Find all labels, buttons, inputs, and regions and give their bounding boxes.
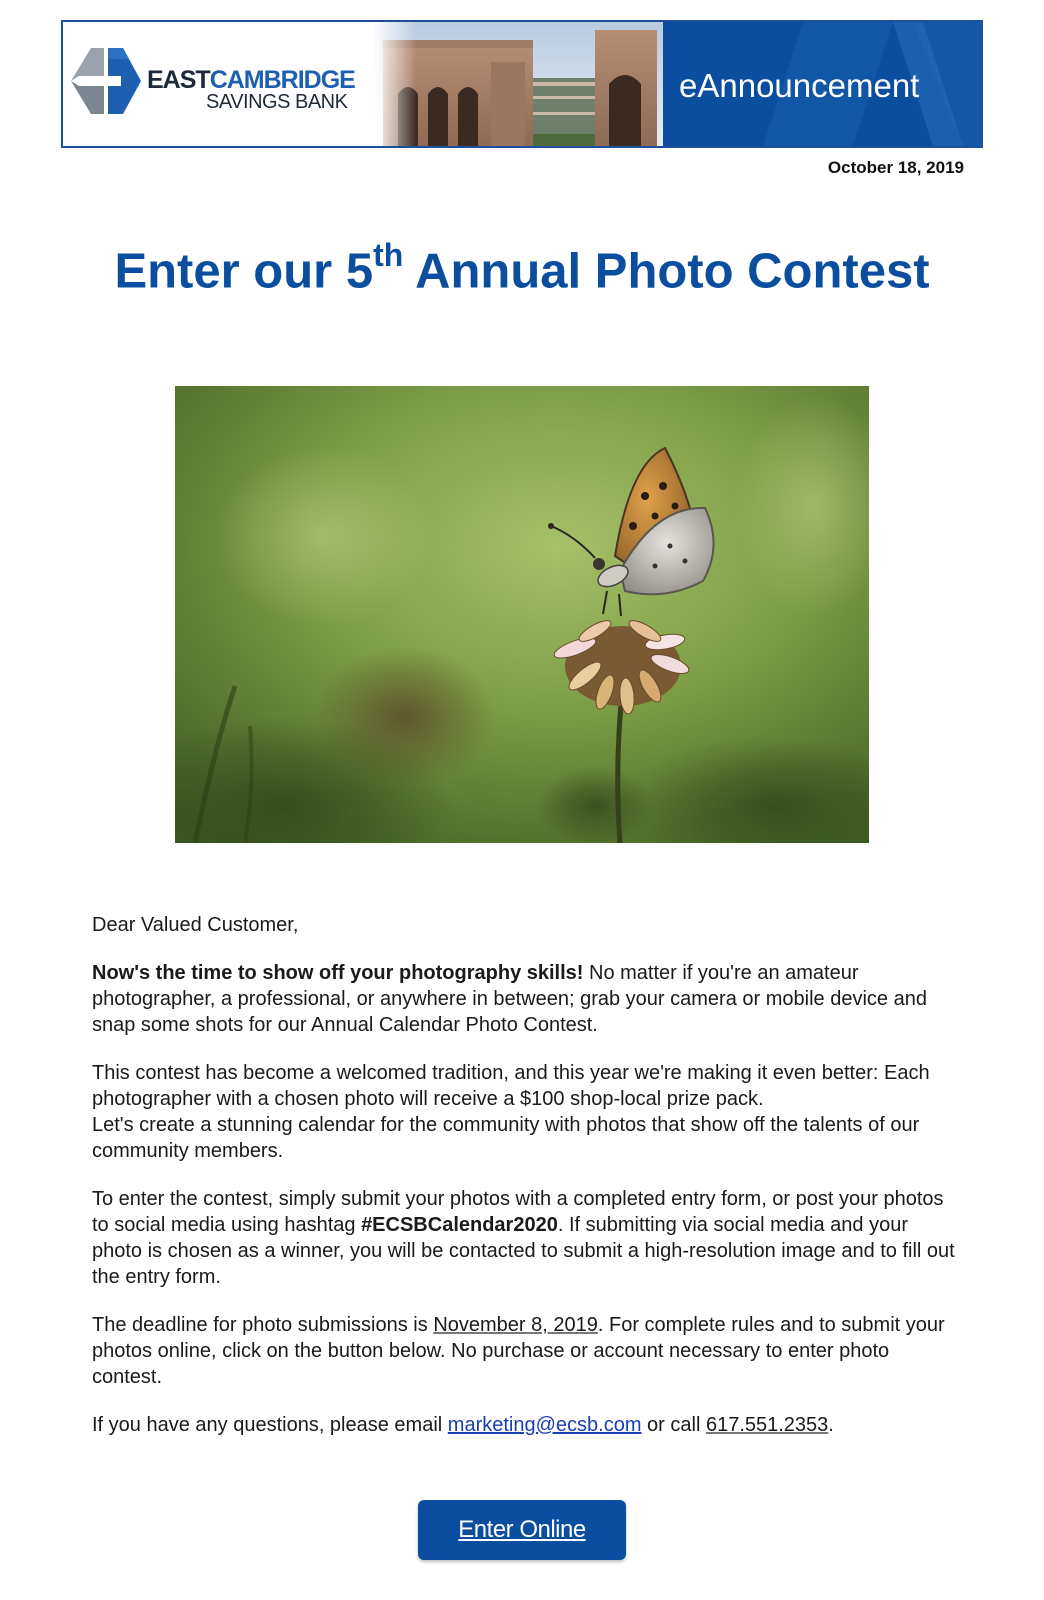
enter-online-button[interactable]	[418, 1500, 626, 1560]
deadline-date: November 8, 2019	[433, 1314, 598, 1336]
email-date: October 18, 2019	[827, 158, 964, 177]
intro-bold-text: Now's the time to show off your photography skills!	[92, 962, 584, 984]
paragraph-contact: If you have any questions, please email marketing@ecsb.com or call 617.551.2353.	[92, 1414, 834, 1436]
bank-building-image	[373, 22, 665, 146]
paragraph-tradition: This contest has become a welcomed tradition, and this year we're making it even better: Each photographer with a chosen photo will receive a $100 shop-local prize pack. Let's create a stunning calendar for the community with photos that show off the talents of our community members.	[92, 1062, 930, 1162]
email-body	[92, 912, 962, 1460]
butterfly-photo	[175, 386, 869, 843]
greeting: Dear Valued Customer,	[92, 914, 299, 936]
paragraph-entry: To enter the contest, simply submit your photos with a completed entry form, or post your photos to social media using hashtag #ECSBCalendar2020. If submitting via social media and your photo is chosen as a winner, you will be contacted to submit a high-resolution image and to fill out the entry form.	[92, 1188, 955, 1288]
hashtag: #ECSBCalendar2020	[361, 1214, 558, 1236]
paragraph-intro: Now's the time to show off your photography skills! No matter if you're an amateur photographer, a professional, or anywhere in between; grab your camera or mobile device and snap some shots for our Annual Calendar Photo Contest.	[92, 962, 927, 1036]
bank-logo-icon	[71, 48, 141, 114]
bank-logo[interactable]	[63, 22, 385, 146]
brand-name-line1: EASTCAMBRIDGE	[147, 66, 355, 94]
paragraph-deadline: The deadline for photo submissions is November 8, 2019. For complete rules and to submit your photos online, click on the button below. No purchase or account necessary to enter photo contest.	[92, 1314, 945, 1388]
brand-name-line2: SAVINGS BANK	[206, 91, 348, 113]
header-banner	[61, 20, 983, 148]
page-title: Enter our 5th Annual Photo Contest	[114, 237, 930, 299]
banner-title: eAnnouncement	[679, 67, 920, 104]
enter-online-label: Enter Online	[458, 1516, 586, 1543]
email-link[interactable]: marketing@ecsb.com	[447, 1414, 642, 1436]
phone-link[interactable]: 617.551.2353	[705, 1414, 829, 1436]
eannouncement-panel	[663, 22, 983, 146]
